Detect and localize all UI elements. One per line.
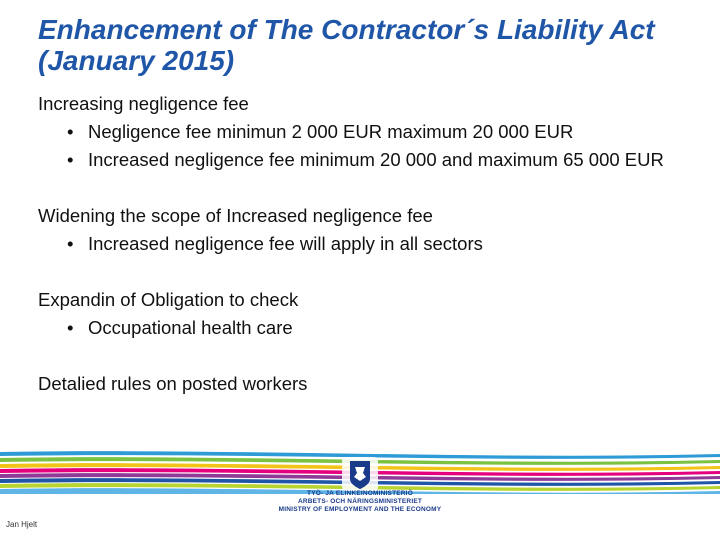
slide-content xyxy=(38,92,688,428)
ministry-line-sv: ARBETS- OCH NÄRINGSMINISTERIET xyxy=(297,498,423,505)
finnish-lion-crest-icon xyxy=(332,455,388,493)
bullet-text: Negligence fee minimun 2 000 EUR maximum 20 000 EUR xyxy=(88,121,574,142)
section-scope xyxy=(38,204,688,255)
bullet-dot: • xyxy=(67,121,74,142)
bullet-list xyxy=(38,120,688,171)
section-heading: Expandin of Obligation to check xyxy=(38,289,299,310)
bullet-list xyxy=(38,232,688,255)
bullet-item xyxy=(38,232,688,255)
slide-title: Enhancement of The Contractor´s Liability Act (January 2015) xyxy=(38,14,655,76)
bullet-text: Increased negligence fee minimum 20 000 and maximum 65 000 EUR xyxy=(88,149,664,170)
bullet-dot: • xyxy=(67,233,74,254)
section-heading: Widening the scope of Increased negligence fee xyxy=(38,205,433,226)
section-obligation xyxy=(38,288,688,339)
section-heading: Detalied rules on posted workers xyxy=(38,373,308,394)
bullet-text: Increased negligence fee will apply in all sectors xyxy=(88,233,483,254)
section-heading: Increasing negligence fee xyxy=(38,93,249,114)
section-posted-workers xyxy=(38,372,688,395)
bullet-item xyxy=(38,148,688,171)
bullet-item xyxy=(38,316,688,339)
bullet-dot: • xyxy=(67,317,74,338)
bullet-text: Occupational health care xyxy=(88,317,293,338)
ministry-line-en: MINISTRY OF EMPLOYMENT AND THE ECONOMY xyxy=(278,506,442,513)
bullet-dot: • xyxy=(67,149,74,170)
bullet-item xyxy=(38,120,688,143)
ministry-line-fi: TYÖ- JA ELINKEINOMINISTERIÖ xyxy=(307,490,413,497)
author-name: Jan Hjelt xyxy=(6,520,38,529)
bullet-list xyxy=(38,316,688,339)
ministry-name xyxy=(260,490,460,514)
section-negligence-fee xyxy=(38,92,688,171)
